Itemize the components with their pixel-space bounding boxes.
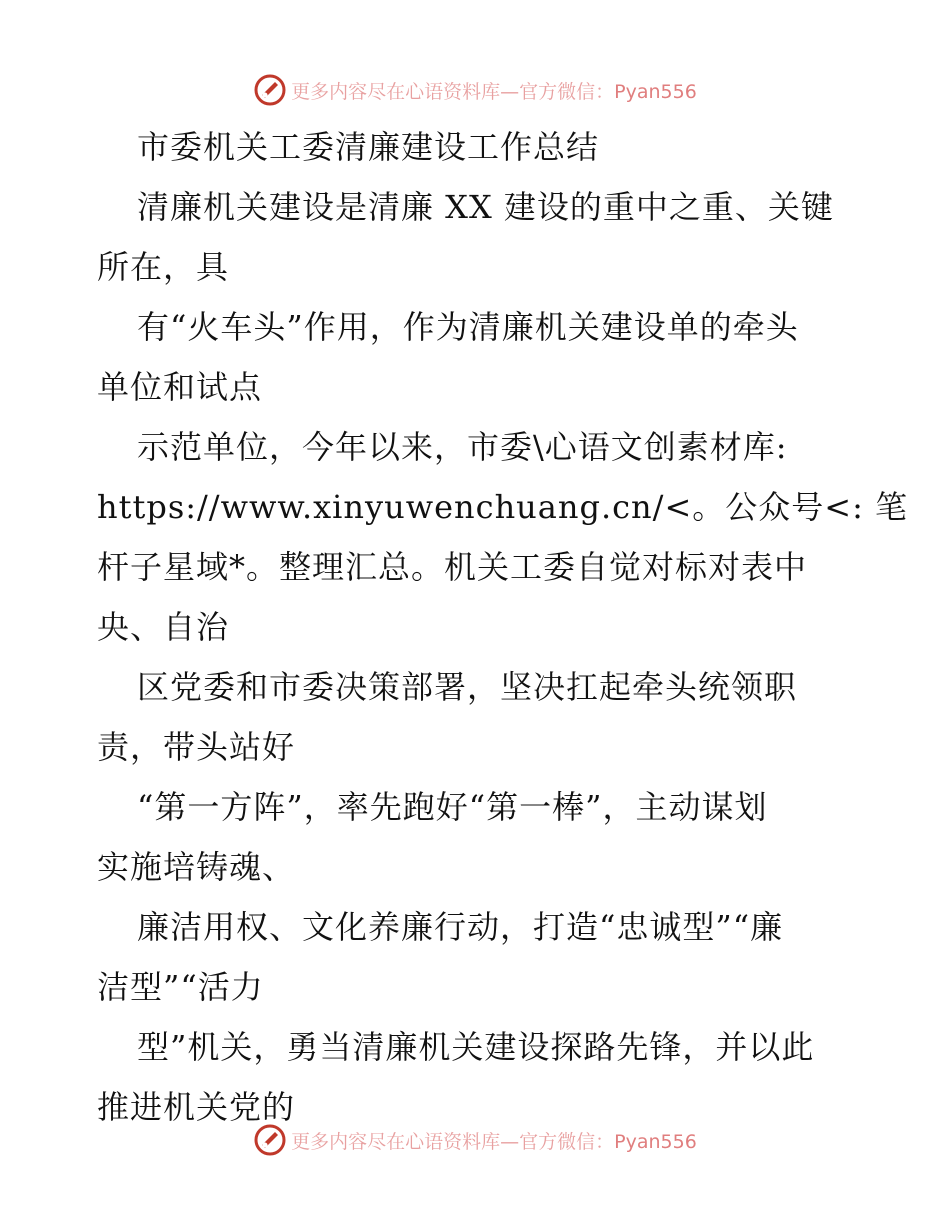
paragraph-line: 有“火车头”作用，作为清廉机关建设单的牵头	[137, 308, 799, 346]
paragraph-line: 单位和试点	[97, 368, 263, 406]
paragraph-line: 清廉机关建设是清廉 XX 建设的重中之重、关键	[137, 188, 834, 226]
watermark-logo-icon	[253, 73, 287, 107]
paragraph-line: 央、自治	[97, 608, 230, 646]
document-body	[97, 117, 909, 1137]
footer-watermark	[0, 1120, 950, 1160]
paragraph-line: 责，带头站好	[97, 728, 296, 766]
paragraph-line: 示范单位，今年以来，市委\心语文创素材库:	[137, 428, 788, 466]
watermark-text: 更多内容尽在心语资料库—官方微信：Pyan556	[291, 1130, 697, 1153]
paragraph-line: 型”机关，勇当清廉机关建设探路先锋，并以此	[137, 1028, 815, 1066]
watermark-text: 更多内容尽在心语资料库—官方微信：Pyan556	[291, 80, 697, 103]
watermark-logo-icon	[253, 1123, 287, 1157]
paragraph-line: 所在，具	[97, 248, 230, 286]
paragraph-line: 洁型”“活力	[97, 968, 264, 1006]
paragraph-line: “第一方阵”，率先跑好“第一棒”，主动谋划	[137, 788, 768, 826]
paragraph-line: 区党委和市委决策部署，坚决扛起牵头统领职	[137, 668, 798, 706]
header-watermark	[0, 70, 950, 110]
document-title: 市委机关工委清廉建设工作总结	[137, 128, 600, 166]
paragraph-line: https://www.xinyuwenchuang.cn/<。公众号<: 笔	[97, 488, 909, 526]
paragraph-line: 廉洁用权、文化养廉行动，打造“忠诚型”“廉	[137, 908, 784, 946]
paragraph-line: 杆子星域*。整理汇总。机关工委自觉对标对表中	[97, 548, 808, 586]
paragraph-line: 推进机关党的	[97, 1088, 296, 1126]
paragraph-line: 实施培铸魂、	[97, 848, 296, 886]
